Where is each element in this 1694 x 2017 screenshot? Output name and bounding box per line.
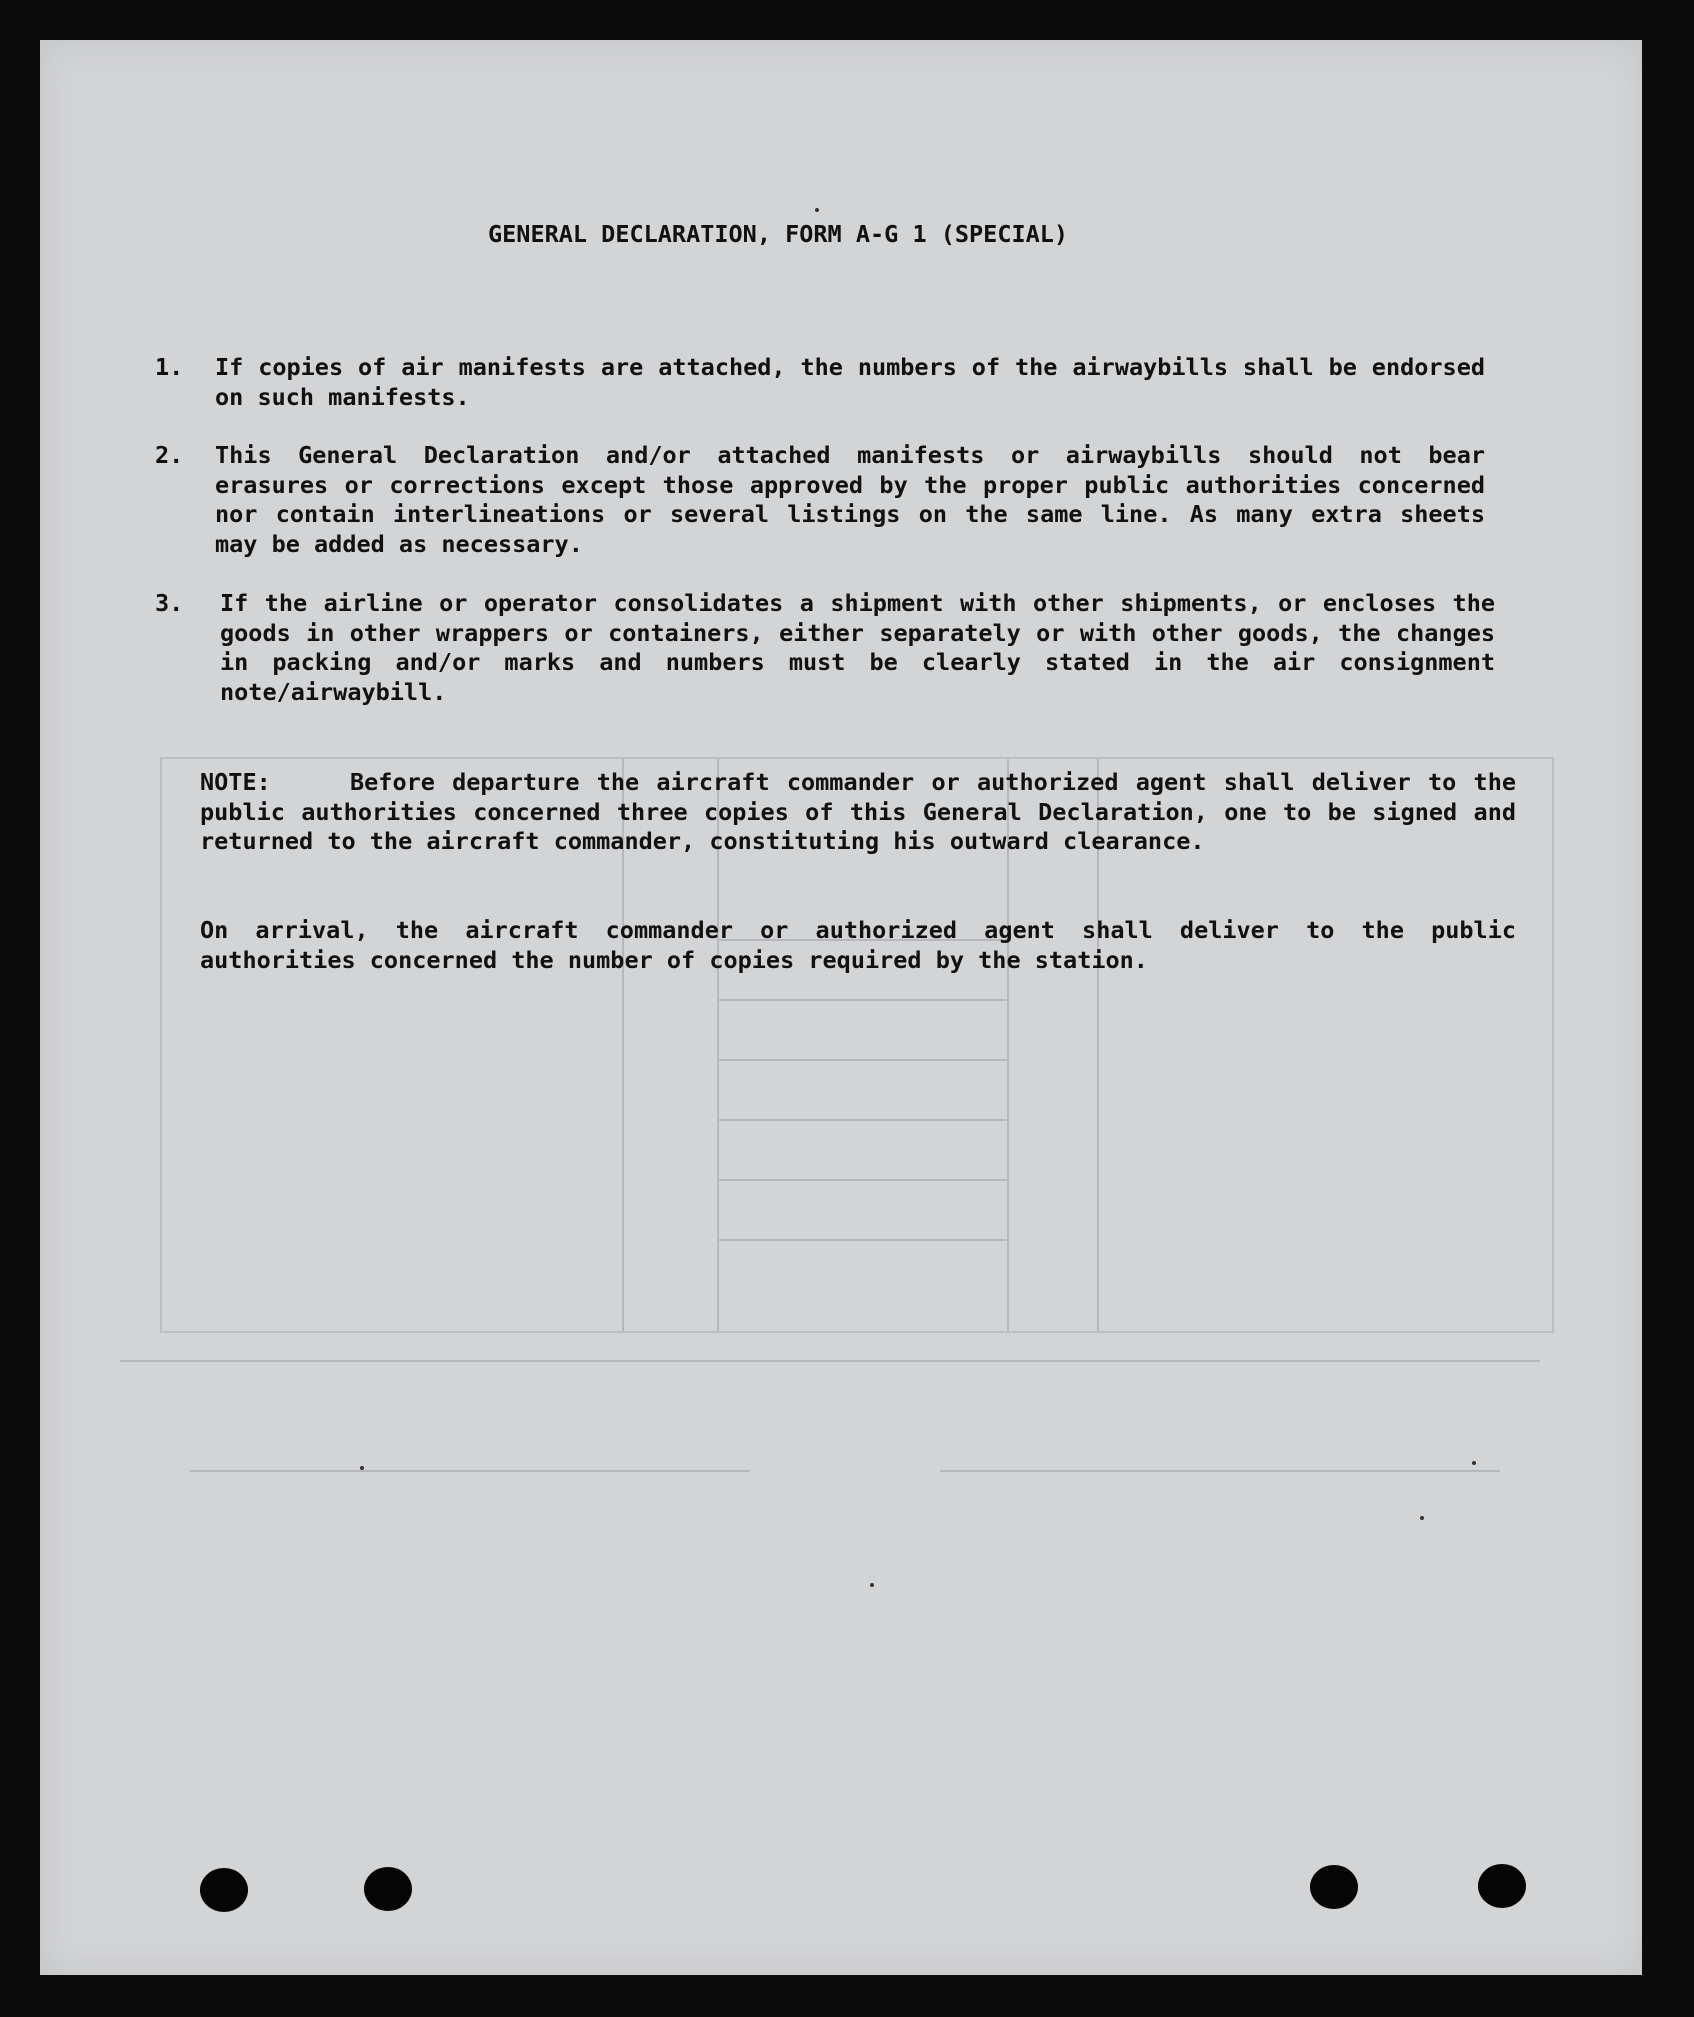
speck xyxy=(870,1583,874,1587)
item-text: This General Declaration and/or attached manifests or airwaybills should not bear erasures or corrections except those approved by the proper public authorities concerned nor contain interlineations or several listings on the same line. As many extra sheets may be added as necessary. xyxy=(215,441,1485,558)
speck xyxy=(815,208,819,212)
punch-hole xyxy=(1478,1864,1526,1908)
item-number: 1. xyxy=(155,353,184,381)
item-text: If copies of air manifests are attached, the numbers of the airwaybills shall be endorsed on such manifests. xyxy=(215,353,1485,411)
note-text: Before departure the aircraft commander or authorized agent shall deliver to the public authorities concerned three copies of this General Declaration, one to be signed and returned to the aircraft commander, constituting his outward clearance. xyxy=(200,768,1516,855)
note-label: NOTE: xyxy=(200,768,271,796)
speck xyxy=(360,1466,364,1470)
arrival-paragraph: On arrival, the aircraft commander or authorized agent shall deliver to the public authorities concerned the number of copies required by the station. xyxy=(200,916,1516,974)
punch-hole xyxy=(364,1867,412,1911)
speck xyxy=(1472,1461,1476,1465)
note-paragraph xyxy=(200,768,1516,857)
speck xyxy=(1420,1516,1424,1520)
item-number: 3. xyxy=(155,589,184,617)
document-title: GENERAL DECLARATION, FORM A-G 1 (SPECIAL) xyxy=(488,220,1069,248)
item-number: 2. xyxy=(155,441,184,469)
punch-hole xyxy=(200,1868,248,1912)
punch-hole xyxy=(1310,1865,1358,1909)
item-text: If the airline or operator consolidates a shipment with other shipments, or encloses the goods in other wrappers or containers, either separately or with other goods, the changes in packing and/or marks and numbers must be clearly stated in the air consignment note/airwaybill. xyxy=(220,589,1495,706)
